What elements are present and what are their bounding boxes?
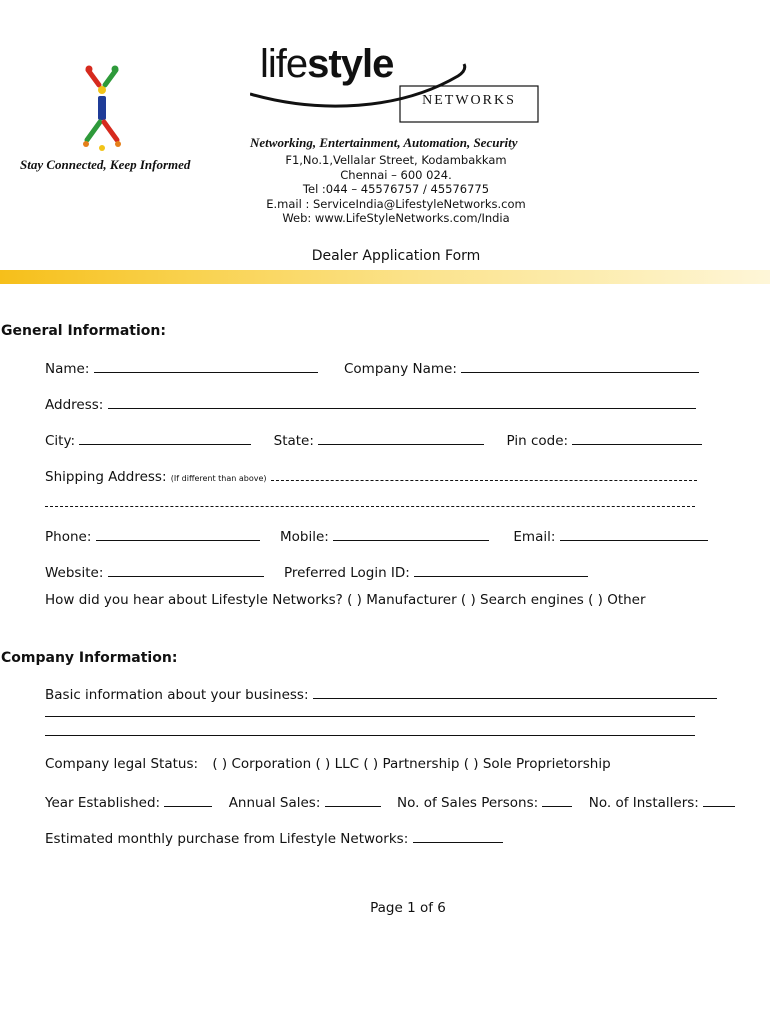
phone-field[interactable] (96, 526, 260, 541)
email-field[interactable] (560, 526, 708, 541)
address-label: Address: (45, 397, 104, 413)
legal-status-options[interactable]: ( ) Corporation ( ) LLC ( ) Partnership ( ) Sole Proprietorship (212, 756, 611, 772)
basic-info-field-line3[interactable] (45, 735, 695, 736)
shipping-address-label: Shipping Address: (45, 469, 167, 485)
legal-status-label: Company legal Status: (45, 756, 199, 772)
website-field[interactable] (108, 562, 264, 577)
form-title: Dealer Application Form (311, 248, 481, 264)
pin-code-field[interactable] (572, 430, 702, 445)
address-field[interactable] (108, 394, 696, 409)
name-row (45, 358, 699, 377)
company-name-label: Company Name: (343, 361, 457, 377)
website-row (45, 562, 588, 581)
year-established-label: Year Established: (45, 795, 161, 811)
shipping-row (45, 466, 697, 485)
year-established-field[interactable] (164, 792, 212, 807)
state-field[interactable] (318, 430, 484, 445)
city-field[interactable] (79, 430, 251, 445)
preferred-login-field[interactable] (414, 562, 588, 577)
website-label: Website: (45, 565, 104, 581)
address-line: Web: www.LifeStyleNetworks.com/India (282, 211, 510, 225)
company-name-field[interactable] (461, 358, 699, 373)
address-line: Tel :044 – 45576757 / 45576775 (302, 182, 490, 196)
basic-info-field[interactable] (313, 684, 717, 699)
logo-text-light: life (260, 42, 308, 86)
basic-info-field-line2[interactable] (45, 716, 695, 717)
tagline: Stay Connected, Keep Informed (20, 157, 191, 172)
mobile-field[interactable] (333, 526, 489, 541)
lifestyle-networks-logo (250, 36, 544, 134)
name-label: Name: (45, 361, 90, 377)
annual-sales-label: Annual Sales: (228, 795, 321, 811)
address-row (45, 394, 696, 413)
address-line: E.mail : ServiceIndia@LifestyleNetworks.com (266, 196, 526, 211)
preferred-login-label: Preferred Login ID: (283, 565, 410, 581)
annual-sales-field[interactable] (325, 792, 381, 807)
monthly-purchase-field[interactable] (413, 828, 503, 843)
company-information-heading: Company Information: (1, 650, 178, 666)
logo-networks: NETWORKS (422, 93, 516, 108)
basic-info-label: Basic information about your business: (45, 687, 309, 703)
sales-persons-label: No. of Sales Persons: (396, 795, 539, 811)
monthly-purchase-row (45, 828, 503, 847)
city-label: City: (45, 433, 76, 449)
mobile-label: Mobile: (279, 529, 329, 545)
stick-figure-logo-icon (78, 62, 126, 152)
year-row (45, 792, 735, 811)
basic-info-row (45, 684, 717, 703)
monthly-purchase-label: Estimated monthly purchase from Lifestyle Networks: (45, 831, 409, 847)
pin-code-label: Pin code: (506, 433, 569, 449)
phone-label: Phone: (45, 529, 92, 545)
sales-persons-field[interactable] (542, 792, 572, 807)
header-gradient-bar (0, 270, 770, 284)
logo-text-bold: style (307, 42, 394, 86)
installers-field[interactable] (703, 792, 735, 807)
shipping-address-field[interactable] (271, 466, 697, 481)
slogan: Networking, Entertainment, Automation, Security (250, 135, 518, 150)
state-label: State: (273, 433, 314, 449)
address-line: Chennai – 600 024. (340, 167, 452, 182)
company-address (240, 153, 552, 226)
address-line: F1,No.1,Vellalar Street, Kodambakkam (285, 153, 507, 167)
phone-row (45, 526, 708, 545)
installers-label: No. of Installers: (588, 795, 699, 811)
name-field[interactable] (94, 358, 318, 373)
legal-status-row (45, 756, 611, 772)
page-number: Page 1 of 6 (370, 900, 446, 916)
email-label: Email: (513, 529, 556, 545)
general-information-heading: General Information: (1, 323, 166, 339)
hear-about-question[interactable]: How did you hear about Lifestyle Networks? ( ) Manufacturer ( ) Search engines ( ) Other (45, 592, 646, 608)
shipping-address-field-line2[interactable] (45, 506, 695, 507)
shipping-address-note: (If different than above) (170, 474, 267, 483)
city-row (45, 430, 702, 449)
